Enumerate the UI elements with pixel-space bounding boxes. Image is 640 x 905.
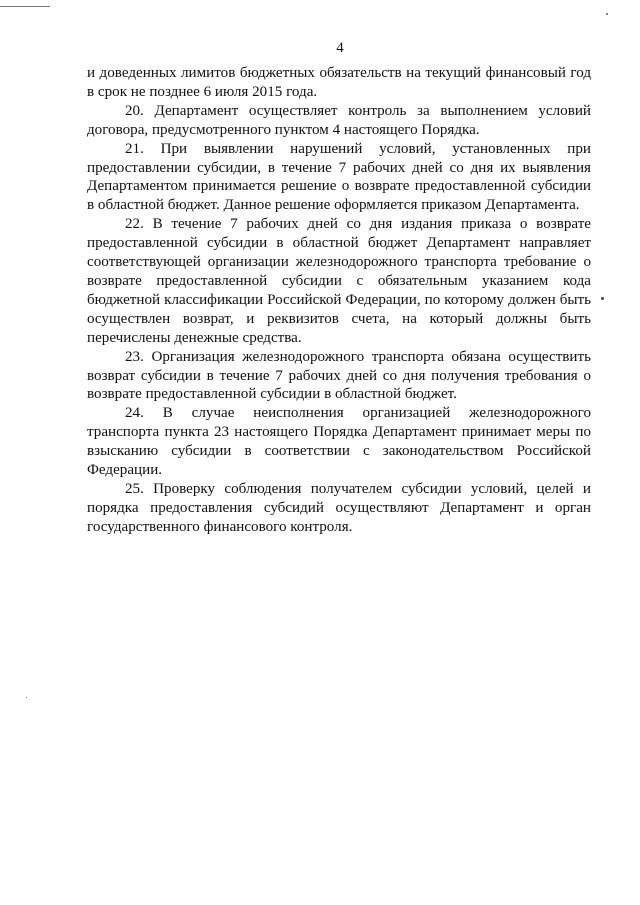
page-number: 4	[336, 40, 344, 56]
scan-edge-mark	[0, 6, 50, 7]
paragraph-22: 22. В течение 7 рабочих дней со дня издания приказа о возврате предоставленной субсидии в областной бюджет Департамент направляет соответствующей организации железнодорожного транспорта требование о возврате предоставленной субсидии с обязательным указанием кода бюджетной классификации Российской Федерации, по которому должен быть осуществлен возврат, и реквизитов счета, на который должны быть перечислены денежные средства.	[87, 216, 591, 346]
scan-speck	[26, 697, 27, 698]
paragraph-24: 24. В случае неисполнения организацией железнодорожного транспорта пункта 23 настоящего Порядка Департамент принимает меры по взысканию субсидии в соответствии с законодательством Российской Федерации.	[87, 405, 591, 479]
paragraph-23: 23. Организация железнодорожного транспорта обязана осуществить возврат субсидии в течение 7 рабочих дней со дня получения требования о возврате предоставленной субсидии в областной бюджет.	[87, 348, 591, 403]
paragraph-continued: и доведенных лимитов бюджетных обязательств на текущий финансовый год в срок не позднее 6 июля 2015 года.	[87, 65, 591, 100]
document-body	[87, 64, 591, 537]
paragraph-25: 25. Проверку соблюдения получателем субсидии условий, целей и порядка предоставления субсидий осуществляют Департамент и орган государственного финансового контроля.	[87, 480, 591, 535]
scan-speck	[601, 297, 604, 300]
paragraph-21: 21. При выявлении нарушений условий, установленных при предоставлении субсидии, в течение 7 рабочих дней со дня их выявления Департаментом принимается решение о возврате предоставленной субсидии в областной бюджет. Данное решение оформляется приказом Департамента.	[87, 140, 591, 214]
scan-speck	[606, 13, 608, 15]
paragraph-20: 20. Департамент осуществляет контроль за выполнением условий договора, предусмотренного пунктом 4 настоящего Порядка.	[87, 102, 591, 138]
